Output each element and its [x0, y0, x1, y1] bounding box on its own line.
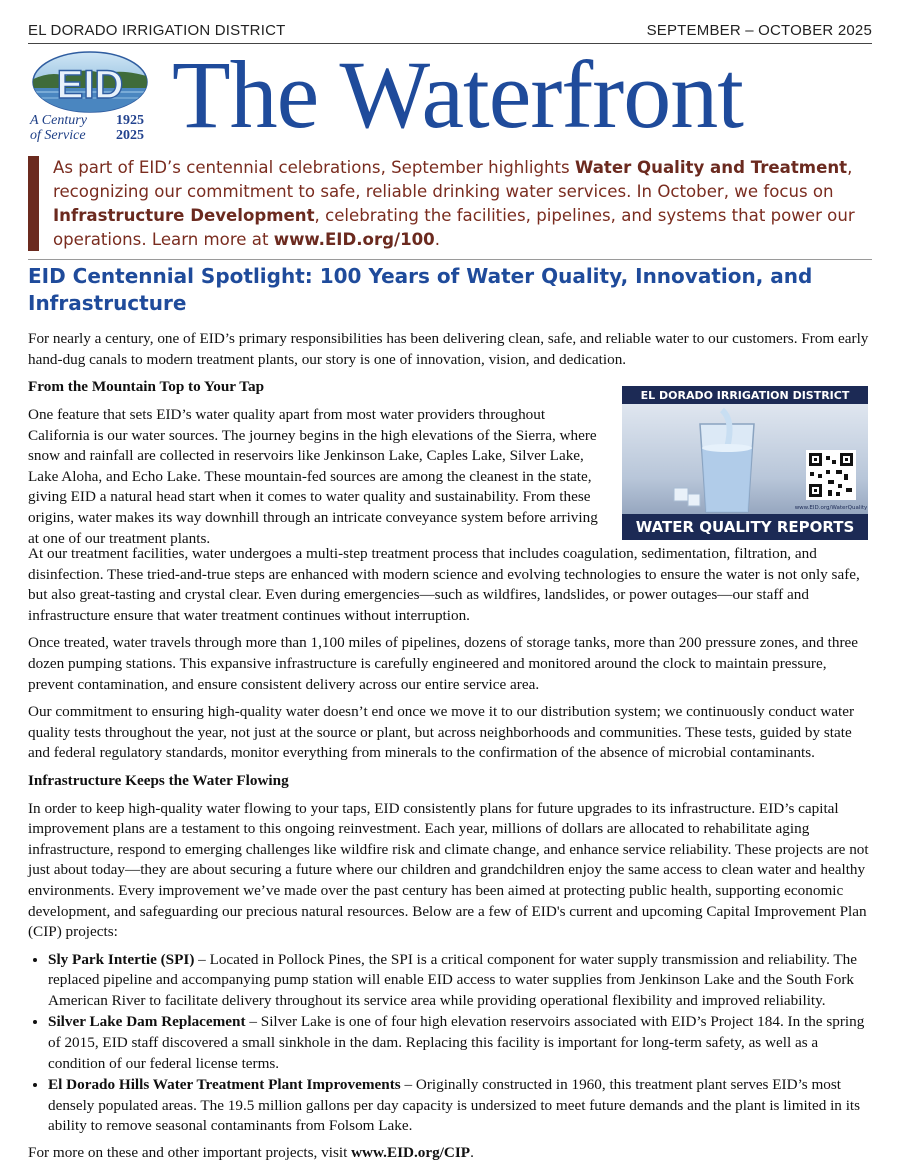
masthead-title: The Waterfront [172, 41, 743, 148]
section-divider [28, 259, 872, 260]
section1-heading: From the Mountain Top to Your Tap [28, 378, 265, 395]
cip-project-item [48, 1075, 873, 1137]
intro-highlight-water-quality: Water Quality and Treatment [574, 158, 848, 177]
intro-link-100[interactable]: www.EID.org/100 [273, 230, 435, 249]
intro-text-part: . [434, 230, 440, 249]
logo-tagline-line1: A Century [30, 113, 87, 128]
organization-name: EL DORADO IRRIGATION DISTRICT [28, 22, 286, 39]
intro-text-part: As part of EID’s centennial celebrations, September highlights [53, 158, 575, 177]
logo-year-start: 1925 [116, 113, 144, 128]
cip-project-description: – Located in Pollock Pines, the SPI is a critical component for water supply transmission and reliability. The replaced pipeline and accompanying pump station will enable EID access to water supplies from Jenkinson Lake and the South Fork American River to facilitate delivery throughout its service area while providing operational flexibility and improved reliability. [48, 950, 858, 1009]
section1-paragraph-1-wrap [28, 405, 608, 549]
closing-text: For more on these and other important projects, visit [28, 1144, 352, 1162]
intro-text-part: , celebrating the facilities, pipelines, and systems that power our operations. Learn more at [53, 206, 855, 249]
cip-link[interactable]: www.EID.org/CIP [351, 1144, 471, 1162]
logo-letters: EID [56, 63, 124, 107]
promo-url: www.EID.org/WaterQuality [794, 505, 868, 511]
logo-tagline [30, 113, 152, 143]
eid-logo [28, 48, 168, 168]
logo-tagline-line2: of Service [30, 128, 86, 143]
cip-project-item [48, 1012, 873, 1074]
section1-paragraph-4: Our commitment to ensuring high-quality water doesn’t end once we move it to our distribution system; we continuously conduct water quality tests throughout the year, not just at the source or plant, but across neighborhoods and communities. These tests, guided by state and federal regulatory standards, monitor everything from minerals to the confirmation of the absence of microbial contaminants. [28, 703, 855, 762]
promo-top-label: EL DORADO IRRIGATION DISTRICT [640, 389, 850, 402]
issue-date: SEPTEMBER – OCTOBER 2025 [646, 22, 872, 39]
water-quality-reports-promo[interactable] [622, 386, 868, 540]
cip-project-description: – Originally constructed in 1960, this treatment plant serves EID’s most densely populated areas. The 19.5 million gallons per day capacity is undersized to meet future demands and the plant is limited in its ability to remove seasonal contaminants from Folsom Lake. [48, 1076, 861, 1135]
intro-accent-bar [28, 156, 39, 251]
qr-code-icon [806, 450, 856, 500]
section1-paragraph-3: Once treated, water travels through more than 1,100 miles of pipelines, dozens of storage tanks, more than 200 pressure zones, and three dozen pumping stations. This expansive infrastructure is carefully engineered and monitored around the clock to maintain pressure, prevent contamination, and ensure consistent delivery across our entire service area. [28, 634, 858, 693]
intro-text-part: , recognizing our commitment to safe, reliable drinking water services. In October, we focus on [53, 158, 853, 201]
intro-text [53, 156, 868, 252]
closing-paragraph [28, 1143, 873, 1164]
article-headline: EID Centennial Spotlight: 100 Years of Water Quality, Innovation, and Infrastructure [28, 264, 813, 315]
logo-year-end: 2025 [116, 128, 144, 143]
section2-paragraph-1: In order to keep high-quality water flowing to your taps, EID consistently plans for future upgrades to its infrastructure. EID’s capital improvement plans are a testament to this ongoing reinvestment. Each year, millions of dollars are allocated to rehabilitate aging infrastructure, respond to emerging challenges like wildfire risk and climate change, and enhance service reliability. These projects are not just about today—they are about securing a future where our children and grandchildren enjoy the same access to clean water and healthy environments. Every improvement we’ve made over the past century has been aimed at protecting public health, supporting economic development, and safeguarding our precious natural resources. Below are a few of EID's current and upcoming Capital Improvement Plan (CIP) projects: [28, 799, 869, 941]
article-lead [28, 329, 873, 370]
section1-paragraph-2: At our treatment facilities, water undergoes a multi-step treatment process that includes coagulation, sedimentation, filtration, and disinfection. These tried-and-true steps are enhanced with modern science and evolving technologies to ensure the water is not only safe, but also great-tasting and crystal clear. Even during emergencies—such as wildfires, landslides, or power outages—our staff and infrastructure ensure that water treatment continues without interruption. [28, 545, 860, 624]
section2-heading: Infrastructure Keeps the Water Flowing [28, 771, 289, 789]
cip-project-name: Sly Park Intertie (SPI) [48, 950, 195, 968]
article-body [28, 544, 873, 1164]
intro-callout [28, 156, 872, 252]
section1-paragraph-1: One feature that sets EID’s water quality apart from most water providers throughout California is our water sources. The journey begins in the high elevations of the Sierra, where snow and rainfall are collected in reservoirs like Jenkinson Lake, Caples Lake, Silver Lake, Lake Aloha, and Echo Lake. These mountain-fed sources are among the cleanest in the state, giving EID a natural head start when it comes to water quality and sustainability. From these origins, water makes its way downhill through an intricate conveyance system before arriving at one of our treatment plants. [28, 406, 598, 547]
lead-paragraph: For nearly a century, one of EID’s primary responsibilities has been delivering clean, safe, and reliable water to our customers. From early hand-dug canals to modern treatment plants, our story is one of innovation, vision, and dedication. [28, 330, 869, 368]
cip-project-name: Silver Lake Dam Replacement [48, 1013, 246, 1031]
promo-bottom-label: WATER QUALITY REPORTS [635, 518, 855, 536]
cip-project-item [48, 950, 873, 1012]
cip-project-name: El Dorado Hills Water Treatment Plant Improvements [48, 1076, 401, 1094]
intro-highlight-infrastructure: Infrastructure Development [53, 206, 315, 225]
cip-project-list [28, 950, 873, 1137]
closing-text: . [470, 1144, 474, 1162]
cip-project-description: – Silver Lake is one of four high elevation reservoirs associated with EID’s Project 184. In the spring of 2015, EID staff discovered a small sinkhole in the dam. Replacing this facility is important for long-term safety, as well as a condition of our federal license terms. [48, 1013, 865, 1072]
